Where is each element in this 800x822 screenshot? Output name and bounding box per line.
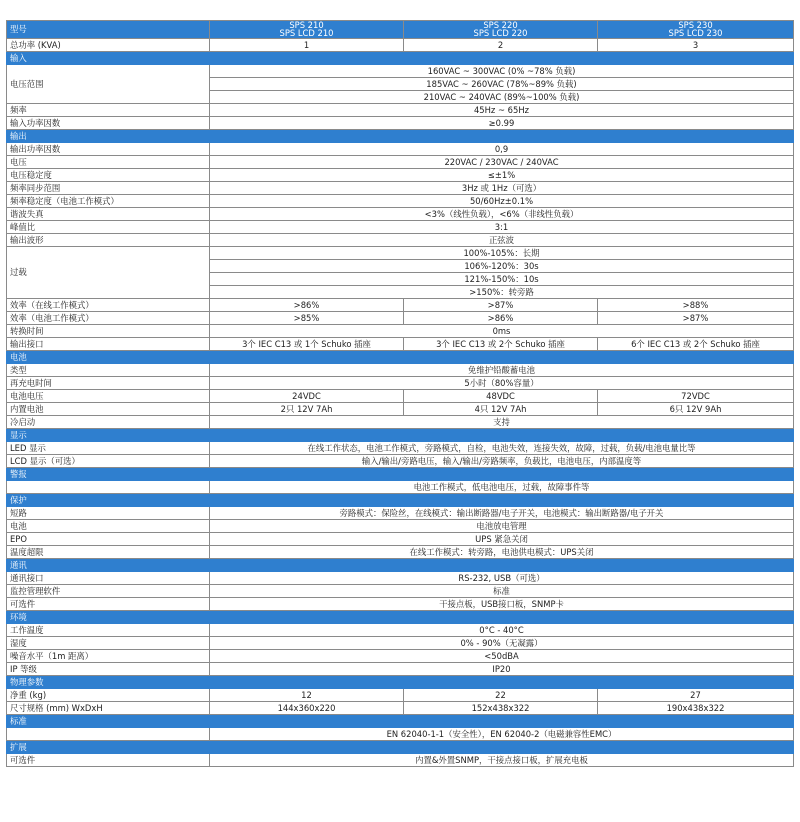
spec-value: 185VAC ~ 260VAC (78%~89% 负载) (210, 77, 794, 90)
spec-label: 效率（在线工作模式） (7, 298, 210, 311)
spec-row (7, 662, 794, 675)
spec-row (7, 168, 794, 181)
spec-label: 再充电时间 (7, 376, 210, 389)
spec-table (6, 20, 794, 767)
spec-row (7, 519, 794, 532)
spec-row (7, 571, 794, 584)
spec-row (7, 181, 794, 194)
spec-row (7, 415, 794, 428)
spec-row (7, 753, 794, 766)
spec-value: 干接点板，USB接口板，SNMP卡 (210, 597, 794, 610)
section-title: 保护 (7, 493, 794, 506)
spec-value: 152x438x322 (404, 701, 598, 714)
model-name-lcd: SPS LCD 210 (279, 28, 334, 39)
spec-label: 频率稳定度（电池工作模式） (7, 194, 210, 207)
spec-row (7, 545, 794, 558)
spec-value: EN 62040-1-1（安全性），EN 62040-2（电磁兼容性EMC） (210, 727, 794, 740)
spec-row (7, 324, 794, 337)
section-title: 显示 (7, 428, 794, 441)
spec-label: 转换时间 (7, 324, 210, 337)
spec-value: 12 (210, 688, 404, 701)
spec-label (7, 727, 210, 740)
section-title: 输入 (7, 51, 794, 64)
section-title: 物理参数 (7, 675, 794, 688)
spec-value: 支持 (210, 415, 794, 428)
spec-label: 电池电压 (7, 389, 210, 402)
spec-label: 效率（电池工作模式） (7, 311, 210, 324)
section-title: 环境 (7, 610, 794, 623)
spec-value: 106%-120%：30s (210, 259, 794, 272)
spec-value: 210VAC ~ 240VAC (89%~100% 负载) (210, 90, 794, 103)
spec-row (7, 246, 794, 259)
spec-row (7, 688, 794, 701)
model-name-lcd: SPS LCD 230 (668, 28, 723, 39)
spec-value: 27 (598, 688, 794, 701)
spec-row (7, 441, 794, 454)
spec-label: 谐波失真 (7, 207, 210, 220)
spec-label: 短路 (7, 506, 210, 519)
spec-value: IP20 (210, 662, 794, 675)
spec-value: 24VDC (210, 389, 404, 402)
spec-label: 电压稳定度 (7, 168, 210, 181)
spec-value: 0°C - 40°C (210, 623, 794, 636)
spec-value: 2只 12V 7Ah (210, 402, 404, 415)
spec-row (7, 649, 794, 662)
spec-value: 2 (404, 38, 598, 51)
spec-value: 电池放电管理 (210, 519, 794, 532)
spec-row (7, 194, 794, 207)
spec-label: 可选件 (7, 753, 210, 766)
spec-value: 220VAC / 230VAC / 240VAC (210, 155, 794, 168)
spec-row (7, 584, 794, 597)
spec-value: 0,9 (210, 142, 794, 155)
spec-row (7, 64, 794, 77)
section-header-row (7, 610, 794, 623)
section-title: 电池 (7, 350, 794, 363)
spec-value: >87% (404, 298, 598, 311)
spec-value: >85% (210, 311, 404, 324)
spec-value: 3 (598, 38, 794, 51)
spec-value: >86% (404, 311, 598, 324)
spec-value: ≤±1% (210, 168, 794, 181)
spec-value: 1 (210, 38, 404, 51)
spec-label (7, 480, 210, 493)
spec-label: 频率 (7, 103, 210, 116)
spec-value: 6只 12V 9Ah (598, 402, 794, 415)
header-row (7, 21, 794, 39)
spec-table-body (7, 21, 794, 767)
spec-label: 电压范围 (7, 64, 210, 103)
spec-row (7, 506, 794, 519)
spec-value: 3个 IEC C13 或 1个 Schuko 插座 (210, 337, 404, 350)
spec-value: <3%（线性负载），<6%（非线性负载） (210, 207, 794, 220)
spec-value: 输入/输出/旁路电压，输入/输出/旁路频率，负载比，电池电压，内部温度等 (210, 454, 794, 467)
spec-label: 总功率 (KVA) (7, 38, 210, 51)
spec-value: 标准 (210, 584, 794, 597)
section-header-row (7, 350, 794, 363)
spec-value: 48VDC (404, 389, 598, 402)
spec-value: 旁路模式：保险丝，在线模式：输出断路器/电子开关，电池模式：输出断路器/电子开关 (210, 506, 794, 519)
spec-label: 输出接口 (7, 337, 210, 350)
model-name-lcd: SPS LCD 220 (473, 28, 528, 39)
spec-label: 噪音水平（1m 距离） (7, 649, 210, 662)
spec-row (7, 38, 794, 51)
spec-value: 160VAC ~ 300VAC (0% ~78% 负载) (210, 64, 794, 77)
spec-value: 0% - 90%（无凝露） (210, 636, 794, 649)
spec-label: LED 显示 (7, 441, 210, 454)
spec-label: 通讯接口 (7, 571, 210, 584)
section-title: 扩展 (7, 740, 794, 753)
spec-value: >86% (210, 298, 404, 311)
section-title: 输出 (7, 129, 794, 142)
model-name: SPS 210 (289, 20, 324, 30)
spec-value: >87% (598, 311, 794, 324)
spec-value: 4只 12V 7Ah (404, 402, 598, 415)
section-header-row (7, 675, 794, 688)
spec-row (7, 402, 794, 415)
spec-label: 温度超限 (7, 545, 210, 558)
spec-label: 净重 (kg) (7, 688, 210, 701)
spec-row (7, 363, 794, 376)
spec-row (7, 623, 794, 636)
spec-row (7, 597, 794, 610)
spec-value: 72VDC (598, 389, 794, 402)
spec-label: 输出波形 (7, 233, 210, 246)
spec-label: 输出功率因数 (7, 142, 210, 155)
spec-value: <50dBA (210, 649, 794, 662)
spec-row (7, 142, 794, 155)
spec-label: 输入功率因数 (7, 116, 210, 129)
spec-label: 过载 (7, 246, 210, 298)
section-header-row (7, 493, 794, 506)
spec-row (7, 298, 794, 311)
spec-label: 工作温度 (7, 623, 210, 636)
spec-label: 冷启动 (7, 415, 210, 428)
model-header-label: 型号 (7, 21, 210, 39)
spec-label: 尺寸规格 (mm) WxDxH (7, 701, 210, 714)
spec-value: >88% (598, 298, 794, 311)
section-header-row (7, 714, 794, 727)
spec-value: 0ms (210, 324, 794, 337)
spec-label: 电池 (7, 519, 210, 532)
spec-value: 3个 IEC C13 或 2个 Schuko 插座 (404, 337, 598, 350)
section-header-row (7, 467, 794, 480)
spec-row (7, 532, 794, 545)
spec-value: 在线工作模式：转旁路，电池供电模式：UPS关闭 (210, 545, 794, 558)
spec-value: 144x360x220 (210, 701, 404, 714)
spec-label: 可选件 (7, 597, 210, 610)
spec-row (7, 636, 794, 649)
spec-value: 100%-105%：长期 (210, 246, 794, 259)
section-title: 标准 (7, 714, 794, 727)
spec-label: 类型 (7, 363, 210, 376)
spec-value: 电池工作模式，低电池电压，过载，故障事件等 (210, 480, 794, 493)
model-header-cell (598, 21, 794, 39)
spec-row (7, 233, 794, 246)
spec-row (7, 103, 794, 116)
section-title: 通讯 (7, 558, 794, 571)
spec-value: 3:1 (210, 220, 794, 233)
spec-row (7, 337, 794, 350)
section-header-row (7, 129, 794, 142)
spec-row (7, 454, 794, 467)
spec-value: 免维护铅酸蓄电池 (210, 363, 794, 376)
spec-label: 内置电池 (7, 402, 210, 415)
spec-value: 正弦波 (210, 233, 794, 246)
section-header-row (7, 740, 794, 753)
spec-row (7, 480, 794, 493)
spec-value: 在线工作状态，电池工作模式，旁路模式，自检，电池失效，连接失效，故障，过载，负载/电池电量比等 (210, 441, 794, 454)
spec-value: 内置&外置SNMP，干接点接口板，扩展充电板 (210, 753, 794, 766)
model-name: SPS 220 (483, 20, 518, 30)
spec-value: 45Hz ~ 65Hz (210, 103, 794, 116)
spec-value: RS-232, USB（可选） (210, 571, 794, 584)
section-title: 警报 (7, 467, 794, 480)
section-header-row (7, 51, 794, 64)
spec-value: 121%-150%：10s (210, 272, 794, 285)
spec-row (7, 727, 794, 740)
spec-row (7, 155, 794, 168)
spec-value: ≥0.99 (210, 116, 794, 129)
spec-value: 190x438x322 (598, 701, 794, 714)
spec-row (7, 207, 794, 220)
spec-value: >150%：转旁路 (210, 285, 794, 298)
spec-label: LCD 显示（可选） (7, 454, 210, 467)
spec-label: EPO (7, 532, 210, 545)
spec-value: UPS 紧急关闭 (210, 532, 794, 545)
section-header-row (7, 428, 794, 441)
spec-label: 电压 (7, 155, 210, 168)
model-header-cell (404, 21, 598, 39)
section-header-row (7, 558, 794, 571)
model-name: SPS 230 (678, 20, 713, 30)
spec-label: 湿度 (7, 636, 210, 649)
spec-label: 峰值比 (7, 220, 210, 233)
spec-row (7, 116, 794, 129)
model-header-cell (210, 21, 404, 39)
spec-row (7, 376, 794, 389)
spec-label: 监控管理软件 (7, 584, 210, 597)
spec-value: 5小时（80%容量） (210, 376, 794, 389)
spec-row (7, 701, 794, 714)
spec-row (7, 389, 794, 402)
spec-value: 22 (404, 688, 598, 701)
spec-label: 频率同步范围 (7, 181, 210, 194)
spec-value: 50/60Hz±0.1% (210, 194, 794, 207)
spec-value: 3Hz 或 1Hz（可选） (210, 181, 794, 194)
spec-label: IP 等级 (7, 662, 210, 675)
spec-row (7, 220, 794, 233)
spec-row (7, 311, 794, 324)
spec-value: 6个 IEC C13 或 2个 Schuko 插座 (598, 337, 794, 350)
